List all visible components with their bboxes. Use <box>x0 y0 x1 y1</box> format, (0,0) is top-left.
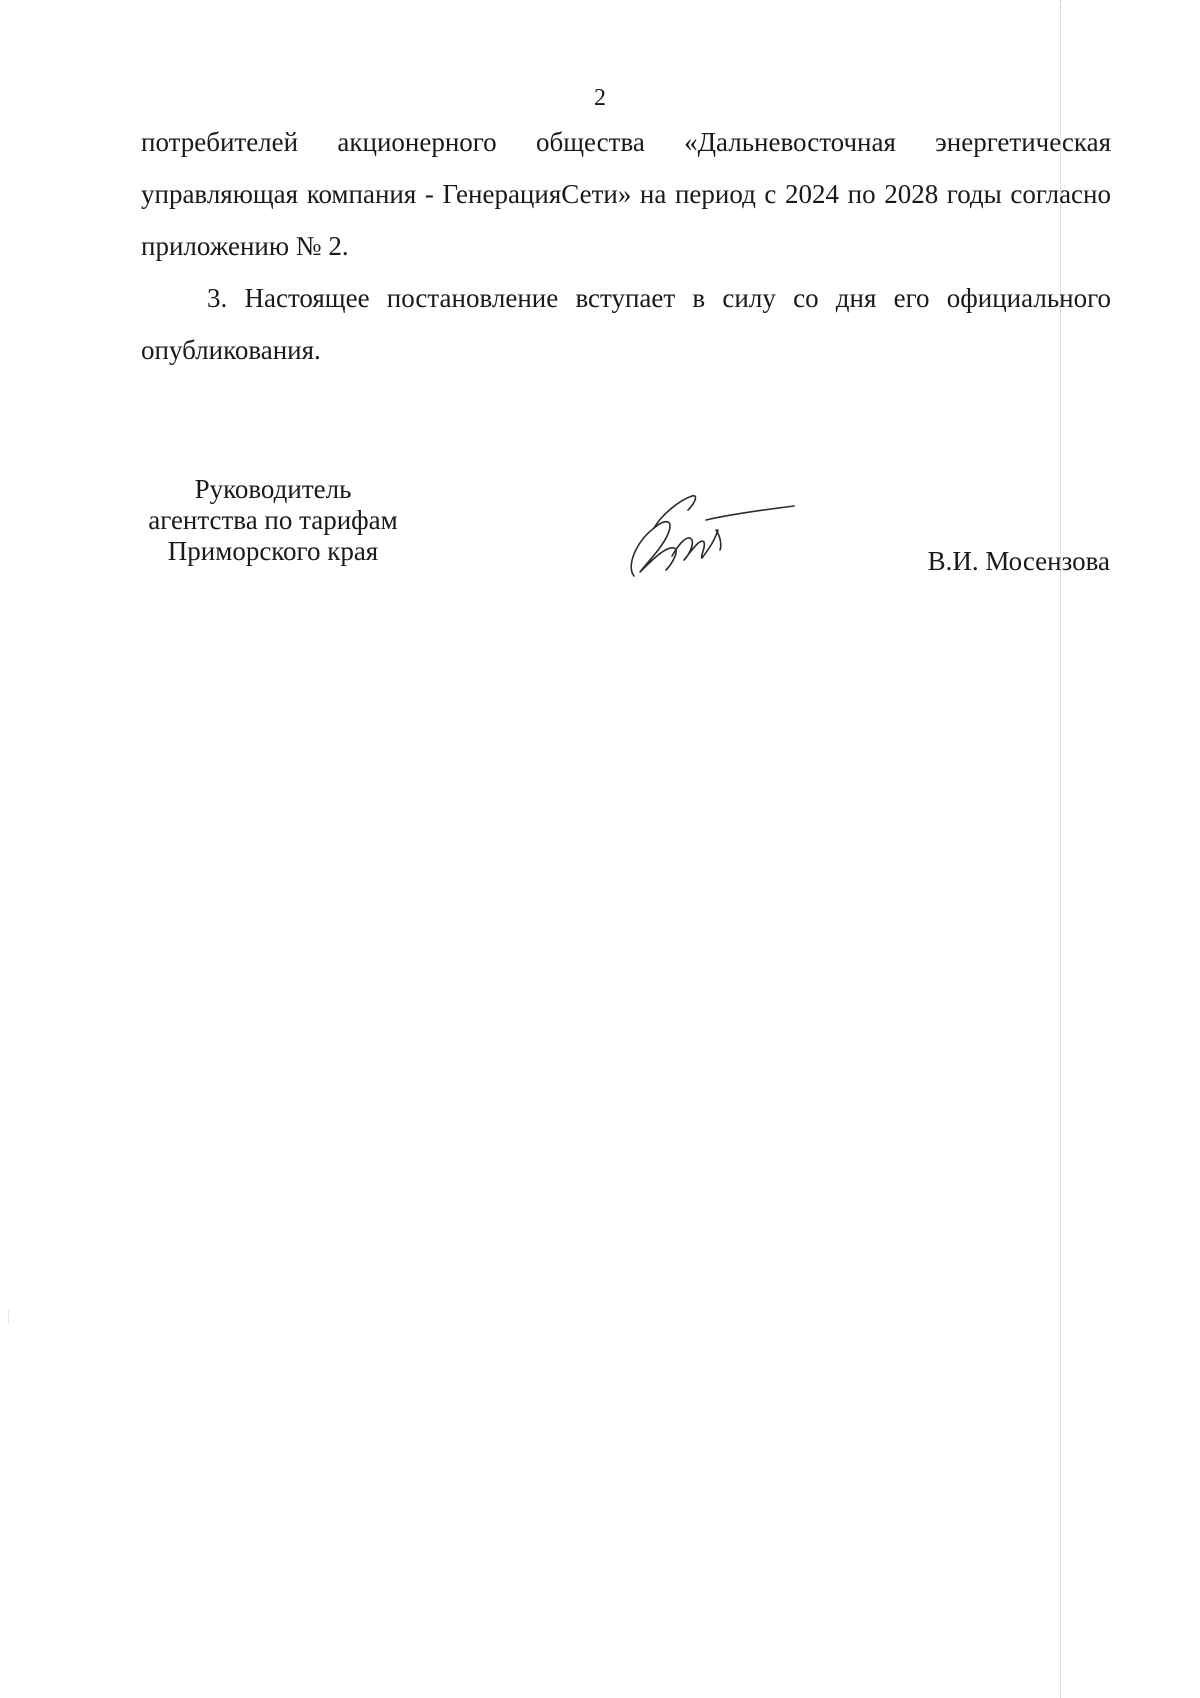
signatory-title <box>138 474 408 567</box>
paragraph-tariff-continuation: потребителей акционерного общества «Дальневосточная энергетическая управляющая компания - ГенерацияСети» на период с 2024 по 2028 годы согласно приложению № 2. <box>141 127 1111 261</box>
signatory-name: В.И. Мосензова <box>927 546 1110 576</box>
signature-stroke <box>706 506 794 520</box>
signature-stroke <box>631 522 676 576</box>
signature-stroke <box>672 538 704 560</box>
handwritten-signature <box>622 490 802 590</box>
paragraph-effective-date: 3. Настоящее постановление вступает в силу со дня его официального опубликования. <box>141 283 1111 365</box>
scan-speck <box>8 1310 9 1324</box>
signatory-title-line: Приморского края <box>167 536 379 566</box>
page-number: 2 <box>594 85 606 111</box>
document-body <box>141 116 1111 376</box>
signatory-title-line: агентства по тарифам <box>148 505 398 535</box>
signatory-title-line: Руководитель <box>194 474 352 504</box>
